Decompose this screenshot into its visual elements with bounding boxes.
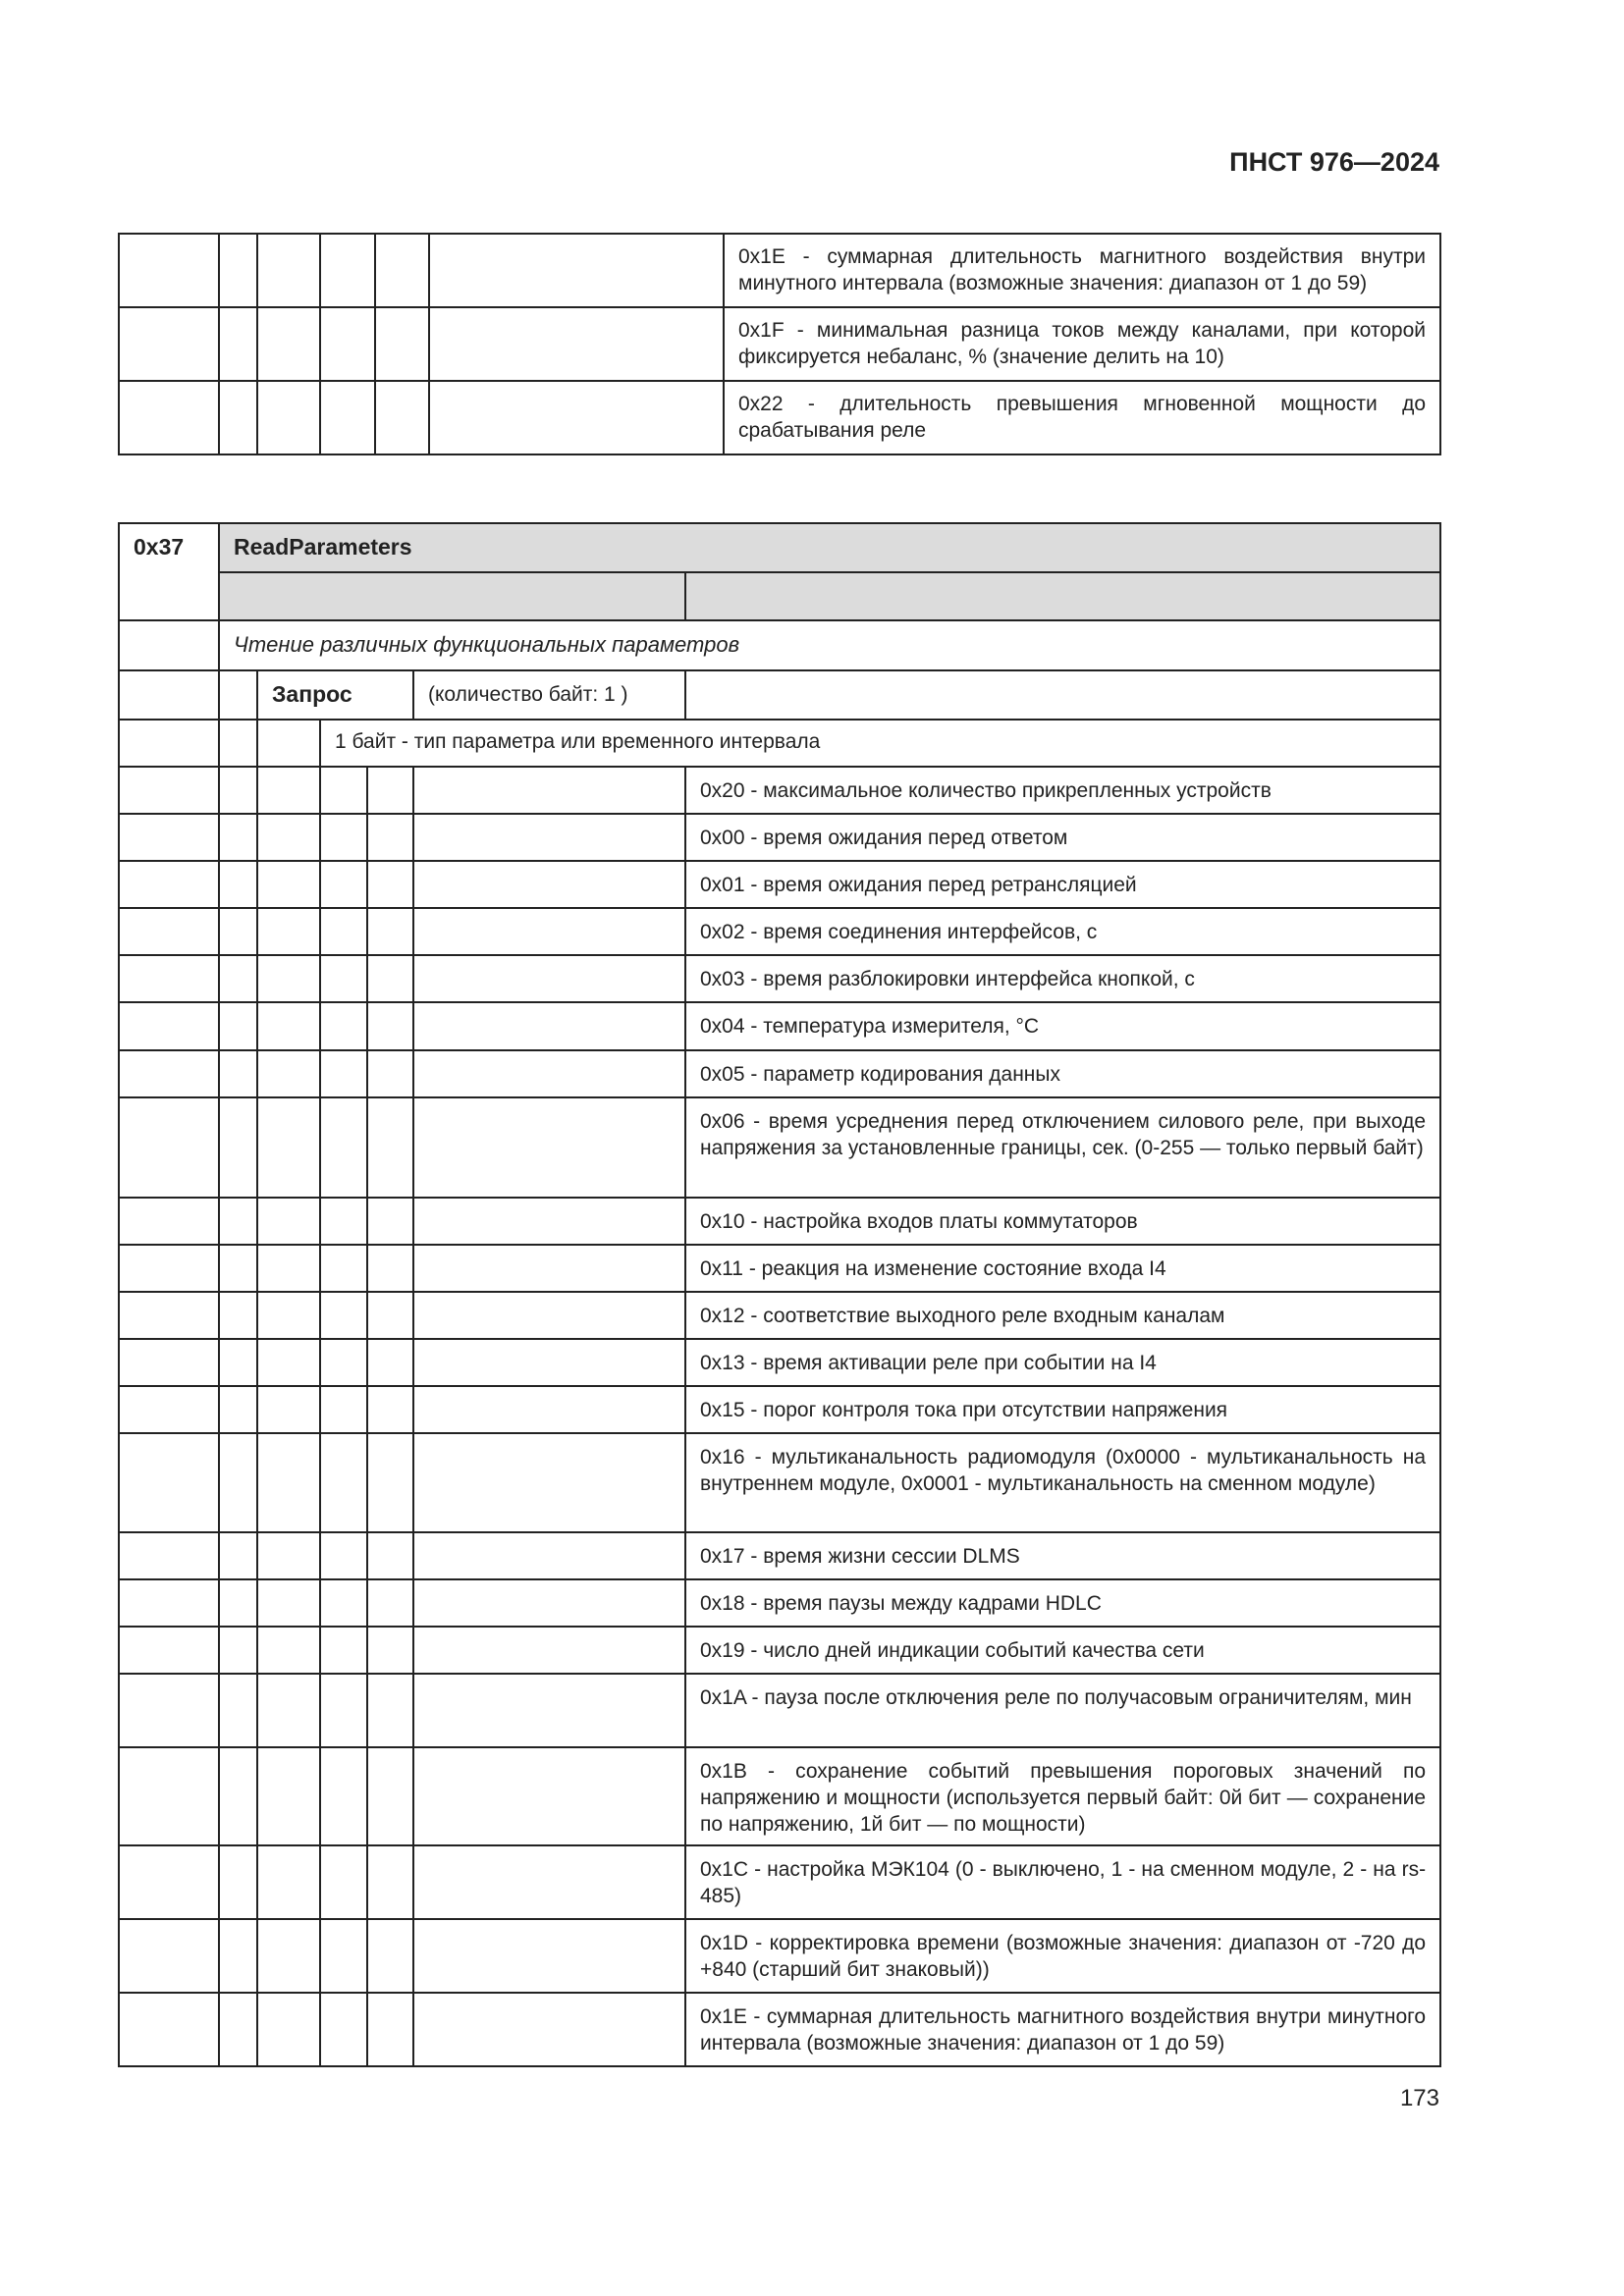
empty-cell <box>367 955 413 1002</box>
request-row <box>119 670 1440 720</box>
empty-cell <box>413 1292 685 1339</box>
empty-cell <box>413 861 685 908</box>
byte-description-row <box>119 720 1440 767</box>
empty-cell <box>413 814 685 861</box>
parameter-description: 0x15 - порог контроля тока при отсутствии напряжения <box>685 1386 1440 1433</box>
empty-cell <box>320 1845 367 1919</box>
empty-cell <box>367 1532 413 1579</box>
table-row <box>119 307 1440 381</box>
empty-cell <box>320 1050 367 1097</box>
empty-cell <box>119 620 219 670</box>
empty-cell <box>375 234 429 307</box>
empty-cell <box>257 814 320 861</box>
empty-cell <box>119 670 219 720</box>
empty-cell <box>320 1674 367 1747</box>
empty-cell <box>119 1097 219 1198</box>
empty-cell <box>320 1993 367 2066</box>
empty-cell <box>257 1386 320 1433</box>
empty-cell <box>320 955 367 1002</box>
parameter-description: 0x17 - время жизни сессии DLMS <box>685 1532 1440 1579</box>
empty-cell <box>219 1845 257 1919</box>
empty-cell <box>367 1579 413 1627</box>
empty-cell <box>413 1339 685 1386</box>
parameter-description: 0x04 - температура измерителя, °С <box>685 1002 1440 1050</box>
empty-cell <box>413 1919 685 1993</box>
parameter-description: 0x02 - время соединения интерфейсов, с <box>685 908 1440 955</box>
empty-cell <box>257 307 320 381</box>
table-row <box>119 1532 1440 1579</box>
empty-cell <box>257 1292 320 1339</box>
empty-cell <box>413 1993 685 2066</box>
parameter-description: 0x00 - время ожидания перед ответом <box>685 814 1440 861</box>
empty-cell <box>219 861 257 908</box>
table-row <box>119 955 1440 1002</box>
empty-cell <box>367 1050 413 1097</box>
empty-cell <box>367 767 413 814</box>
parameter-description: 0x22 - длительность превышения мгновенной мощности до срабатывания реле <box>724 381 1440 454</box>
empty-cell <box>119 1747 219 1845</box>
empty-cell <box>367 1245 413 1292</box>
empty-cell <box>413 908 685 955</box>
continued-parameters-table <box>118 233 1441 455</box>
parameter-description: 0x1E - суммарная длительность магнитного воздействия внутри минутного интервала (возможные значения: диапазон от 1 до 59) <box>685 1993 1440 2066</box>
empty-cell <box>429 234 724 307</box>
empty-cell <box>219 1386 257 1433</box>
empty-cell <box>219 1627 257 1674</box>
empty-cell <box>257 1339 320 1386</box>
empty-cell <box>367 908 413 955</box>
empty-cell <box>413 1386 685 1433</box>
empty-cell <box>257 1674 320 1747</box>
empty-cell <box>320 1433 367 1532</box>
table-row <box>119 1579 1440 1627</box>
read-parameters-table <box>118 522 1441 2067</box>
empty-cell <box>367 1747 413 1845</box>
document-id-header: ПНСТ 976—2024 <box>1229 147 1439 177</box>
empty-cell <box>367 1386 413 1433</box>
empty-cell <box>257 1433 320 1532</box>
empty-cell <box>257 1198 320 1245</box>
empty-cell <box>119 1292 219 1339</box>
empty-cell <box>257 1993 320 2066</box>
command-header-row <box>119 523 1440 572</box>
empty-cell <box>413 1532 685 1579</box>
parameter-description: 0x12 - соответствие выходного реле входным каналам <box>685 1292 1440 1339</box>
parameter-description: 0x18 - время паузы между кадрами HDLC <box>685 1579 1440 1627</box>
command-name: ReadParameters <box>219 523 1440 572</box>
empty-cell <box>320 307 375 381</box>
empty-cell <box>367 1627 413 1674</box>
empty-cell <box>119 1050 219 1097</box>
empty-cell <box>119 1002 219 1050</box>
parameter-description: 0x19 - число дней индикации событий качества сети <box>685 1627 1440 1674</box>
parameter-description: 0x16 - мультиканальность радиомодуля (0x0000 - мультиканальность на внутреннем модуле, 0x0001 - мультиканальность на сменном модуле) <box>685 1433 1440 1532</box>
empty-cell <box>685 572 1440 620</box>
table-row <box>119 908 1440 955</box>
empty-cell <box>219 1245 257 1292</box>
table-row <box>119 1292 1440 1339</box>
table-row <box>119 1198 1440 1245</box>
empty-cell <box>413 1627 685 1674</box>
empty-cell <box>257 908 320 955</box>
empty-cell <box>219 1292 257 1339</box>
table-row <box>119 1674 1440 1747</box>
parameter-description: 0x05 - параметр кодирования данных <box>685 1050 1440 1097</box>
empty-cell <box>413 1747 685 1845</box>
empty-cell <box>257 1002 320 1050</box>
empty-cell <box>367 1339 413 1386</box>
empty-cell <box>257 1532 320 1579</box>
empty-cell <box>320 1339 367 1386</box>
empty-cell <box>413 955 685 1002</box>
empty-cell <box>119 767 219 814</box>
empty-cell <box>320 381 375 454</box>
empty-cell <box>257 1919 320 1993</box>
empty-cell <box>219 1919 257 1993</box>
table-row <box>119 1050 1440 1097</box>
empty-cell <box>257 381 320 454</box>
empty-cell <box>320 908 367 955</box>
empty-cell <box>219 381 257 454</box>
empty-cell <box>219 1050 257 1097</box>
empty-cell <box>320 234 375 307</box>
empty-cell <box>257 955 320 1002</box>
command-description: Чтение различных функциональных параметров <box>219 620 1440 670</box>
parameter-description: 0x03 - время разблокировки интерфейса кнопкой, с <box>685 955 1440 1002</box>
empty-cell <box>219 1532 257 1579</box>
command-subheader-row <box>119 572 1440 620</box>
parameter-description: 0x13 - время активации реле при событии на I4 <box>685 1339 1440 1386</box>
empty-cell <box>119 307 219 381</box>
parameter-description: 0x01 - время ожидания перед ретрансляцией <box>685 861 1440 908</box>
parameter-description: 0x1A - пауза после отключения реле по получасовым ограничителям, мин <box>685 1674 1440 1747</box>
parameter-description: 0x1C - настройка МЭК104 (0 - выключено, 1 - на сменном модуле, 2 - на rs-485) <box>685 1845 1440 1919</box>
empty-cell <box>219 1674 257 1747</box>
description-row <box>119 620 1440 670</box>
table-row <box>119 1747 1440 1845</box>
empty-cell <box>119 1579 219 1627</box>
table-row <box>119 1245 1440 1292</box>
table-row <box>119 381 1440 454</box>
empty-cell <box>367 861 413 908</box>
empty-cell <box>413 1245 685 1292</box>
table-row <box>119 861 1440 908</box>
empty-cell <box>320 1198 367 1245</box>
table-row <box>119 767 1440 814</box>
parameter-description: 0x1B - сохранение событий превышения пороговых значений по напряжению и мощности (используется первый байт: 0й бит — сохранение по напряжению, 1й бит — по мощности) <box>685 1747 1440 1845</box>
empty-cell <box>413 767 685 814</box>
empty-cell <box>119 1433 219 1532</box>
empty-cell <box>320 1747 367 1845</box>
table-row <box>119 1433 1440 1532</box>
empty-cell <box>219 814 257 861</box>
empty-cell <box>375 381 429 454</box>
empty-cell <box>413 1433 685 1532</box>
empty-cell <box>257 1097 320 1198</box>
empty-cell <box>119 1627 219 1674</box>
request-bytes: (количество байт: 1 ) <box>413 670 685 720</box>
empty-cell <box>119 1532 219 1579</box>
parameter-description: 0x11 - реакция на изменение состояние входа I4 <box>685 1245 1440 1292</box>
empty-cell <box>219 908 257 955</box>
empty-cell <box>119 1919 219 1993</box>
empty-cell <box>119 1674 219 1747</box>
empty-cell <box>219 572 685 620</box>
empty-cell <box>219 307 257 381</box>
empty-cell <box>219 234 257 307</box>
empty-cell <box>219 955 257 1002</box>
empty-cell <box>413 1050 685 1097</box>
empty-cell <box>219 1002 257 1050</box>
empty-cell <box>320 1919 367 1993</box>
empty-cell <box>320 1097 367 1198</box>
table-row <box>119 1845 1440 1919</box>
empty-cell <box>219 1198 257 1245</box>
empty-cell <box>367 1993 413 2066</box>
table-row <box>119 1097 1440 1198</box>
empty-cell <box>320 1386 367 1433</box>
command-code: 0x37 <box>119 523 219 620</box>
empty-cell <box>685 670 1440 720</box>
empty-cell <box>367 1845 413 1919</box>
empty-cell <box>367 1292 413 1339</box>
empty-cell <box>219 1993 257 2066</box>
parameter-description: 0x06 - время усреднения перед отключением силового реле, при выходе напряжения за установленные границы, сек. (0-255 — только первый байт) <box>685 1097 1440 1198</box>
empty-cell <box>413 1097 685 1198</box>
parameter-description: 0x1D - корректировка времени (возможные значения: диапазон от -720 до +840 (старший бит знаковый)) <box>685 1919 1440 1993</box>
empty-cell <box>320 1245 367 1292</box>
parameter-description: 0x1F - минимальная разница токов между каналами, при которой фиксируется небаланс, % (значение делить на 10) <box>724 307 1440 381</box>
empty-cell <box>257 861 320 908</box>
empty-cell <box>320 1579 367 1627</box>
empty-cell <box>119 1845 219 1919</box>
empty-cell <box>367 814 413 861</box>
empty-cell <box>429 307 724 381</box>
empty-cell <box>119 1386 219 1433</box>
empty-cell <box>257 1245 320 1292</box>
table-row <box>119 1919 1440 1993</box>
empty-cell <box>367 1674 413 1747</box>
empty-cell <box>257 767 320 814</box>
empty-cell <box>219 670 257 720</box>
table-row <box>119 234 1440 307</box>
page-number: 173 <box>1399 2085 1439 2111</box>
empty-cell <box>219 1339 257 1386</box>
empty-cell <box>320 1002 367 1050</box>
empty-cell <box>119 1339 219 1386</box>
empty-cell <box>320 1292 367 1339</box>
empty-cell <box>413 1845 685 1919</box>
empty-cell <box>119 1245 219 1292</box>
empty-cell <box>257 1627 320 1674</box>
empty-cell <box>367 1433 413 1532</box>
request-label: Запрос <box>257 670 413 720</box>
parameter-description: 0x1E - суммарная длительность магнитного воздействия внутри минутного интервала (возможные значения: диапазон от 1 до 59) <box>724 234 1440 307</box>
empty-cell <box>367 1198 413 1245</box>
empty-cell <box>219 767 257 814</box>
empty-cell <box>119 814 219 861</box>
parameter-description: 0x10 - настройка входов платы коммутаторов <box>685 1198 1440 1245</box>
empty-cell <box>119 720 219 767</box>
empty-cell <box>257 1845 320 1919</box>
empty-cell <box>367 1919 413 1993</box>
empty-cell <box>119 861 219 908</box>
empty-cell <box>413 1579 685 1627</box>
empty-cell <box>219 720 257 767</box>
empty-cell <box>219 1579 257 1627</box>
empty-cell <box>119 234 219 307</box>
empty-cell <box>375 307 429 381</box>
table-row <box>119 1002 1440 1050</box>
table-row <box>119 1627 1440 1674</box>
empty-cell <box>219 1097 257 1198</box>
table-row <box>119 1386 1440 1433</box>
table-row <box>119 1993 1440 2066</box>
empty-cell <box>119 908 219 955</box>
empty-cell <box>413 1198 685 1245</box>
empty-cell <box>219 1433 257 1532</box>
empty-cell <box>320 1627 367 1674</box>
empty-cell <box>257 720 320 767</box>
empty-cell <box>320 814 367 861</box>
empty-cell <box>257 1050 320 1097</box>
table-row <box>119 814 1440 861</box>
empty-cell <box>367 1002 413 1050</box>
empty-cell <box>320 1532 367 1579</box>
empty-cell <box>119 955 219 1002</box>
empty-cell <box>119 381 219 454</box>
empty-cell <box>320 767 367 814</box>
empty-cell <box>119 1993 219 2066</box>
empty-cell <box>257 234 320 307</box>
byte-description: 1 байт - тип параметра или временного интервала <box>320 720 1440 767</box>
empty-cell <box>119 1198 219 1245</box>
empty-cell <box>219 1747 257 1845</box>
empty-cell <box>257 1579 320 1627</box>
empty-cell <box>367 1097 413 1198</box>
empty-cell <box>413 1002 685 1050</box>
empty-cell <box>413 1674 685 1747</box>
empty-cell <box>320 861 367 908</box>
parameter-description: 0x20 - максимальное количество прикрепленных устройств <box>685 767 1440 814</box>
table-row <box>119 1339 1440 1386</box>
empty-cell <box>257 1747 320 1845</box>
empty-cell <box>429 381 724 454</box>
